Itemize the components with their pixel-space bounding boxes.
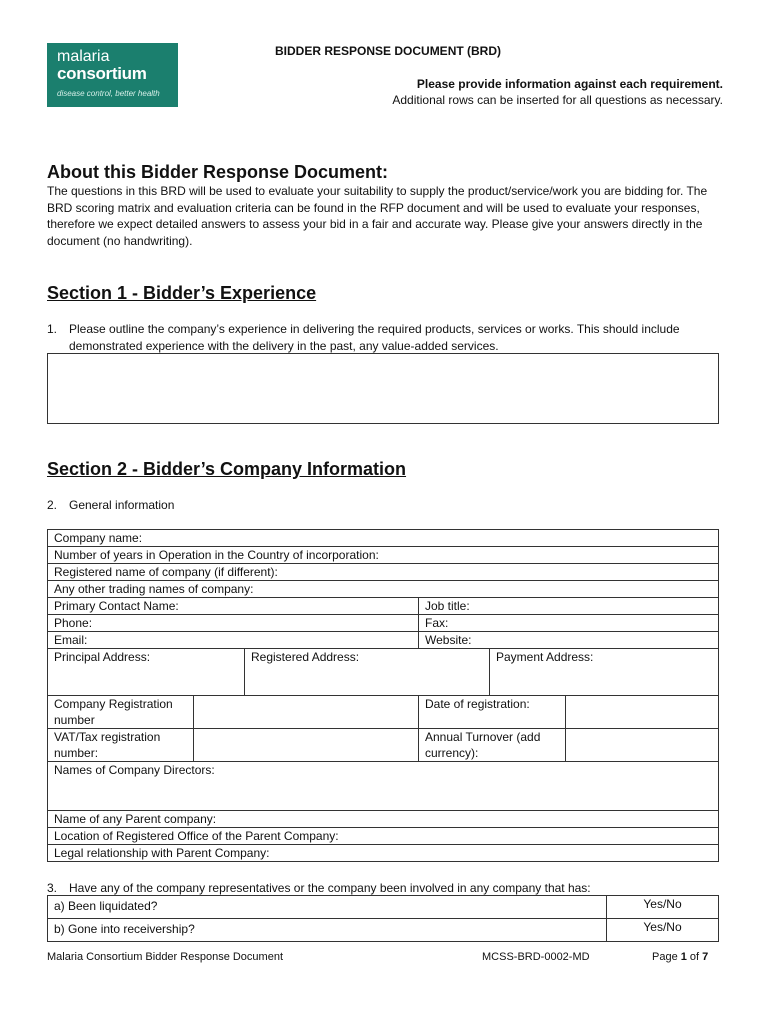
fax-field[interactable]: Fax:	[419, 615, 719, 632]
table-row	[48, 632, 719, 649]
table-row	[48, 729, 719, 762]
page-current: 1	[680, 951, 687, 963]
footer-page-number	[652, 951, 708, 963]
principal-address-field[interactable]: Principal Address:	[48, 649, 245, 696]
table-row	[48, 564, 719, 581]
registration-date-label: Date of registration:	[419, 696, 566, 729]
table-row	[48, 615, 719, 632]
job-title-field[interactable]: Job title:	[419, 598, 719, 615]
section1-heading: Section 1 - Bidder’s Experience	[47, 283, 317, 303]
page-total: 7	[702, 951, 709, 963]
annual-turnover-input[interactable]	[566, 729, 719, 762]
table-row	[48, 896, 719, 919]
table-row	[48, 530, 719, 547]
table-row	[48, 649, 719, 696]
table-row	[48, 811, 719, 828]
about-heading: About this Bidder Response Document:	[47, 162, 389, 182]
section2-heading: Section 2 - Bidder’s Company Information	[47, 459, 407, 479]
question-2	[47, 497, 717, 514]
receivership-label: b) Gone into receivership?	[48, 919, 607, 942]
directors-field[interactable]: Names of Company Directors:	[48, 762, 719, 811]
question-2-text: General information	[69, 498, 175, 512]
company-name-field[interactable]: Company name:	[48, 530, 719, 547]
phone-field[interactable]: Phone:	[48, 615, 419, 632]
general-information-table	[47, 529, 719, 862]
document-title: BIDDER RESPONSE DOCUMENT (BRD)	[275, 44, 502, 58]
footer-document-name: Malaria Consortium Bidder Response Document	[47, 951, 283, 963]
parent-office-field[interactable]: Location of Registered Office of the Parent Company:	[48, 828, 719, 845]
table-row	[48, 845, 719, 862]
years-operation-field[interactable]: Number of years in Operation in the Country of incorporation:	[48, 547, 719, 564]
vat-number-label: VAT/Tax registration number:	[48, 729, 194, 762]
table-row	[48, 696, 719, 729]
vat-number-input[interactable]	[194, 729, 419, 762]
table-row	[48, 919, 719, 942]
about-body: The questions in this BRD will be used to evaluate your suitability to supply the product/service/work you are bidding for. The BRD scoring matrix and evaluation criteria can be found in the RFP document and will be used to evaluate your responses, therefore we expect detailed answers to assess your bid in a fair and accurate way. Please give your answers directly in the document (no handwriting).	[47, 184, 708, 248]
question-2-number: 2.	[47, 498, 58, 512]
website-field[interactable]: Website:	[419, 632, 719, 649]
question-1	[47, 321, 717, 354]
primary-contact-field[interactable]: Primary Contact Name:	[48, 598, 419, 615]
email-field[interactable]: Email:	[48, 632, 419, 649]
liquidated-label: a) Been liquidated?	[48, 896, 607, 919]
logo-tagline: disease control, better health	[57, 89, 160, 98]
registration-number-input[interactable]	[194, 696, 419, 729]
annual-turnover-label: Annual Turnover (add currency):	[419, 729, 566, 762]
table-row	[48, 598, 719, 615]
malaria-consortium-logo	[47, 43, 178, 107]
table-row	[48, 581, 719, 598]
question-3-text: Have any of the company representatives or the company been involved in any company that has:	[69, 881, 591, 895]
registration-date-input[interactable]	[566, 696, 719, 729]
question-1-number: 1.	[47, 322, 58, 336]
receivership-answer[interactable]: Yes/No	[607, 919, 719, 942]
registration-number-label: Company Registration number	[48, 696, 194, 729]
page-separator: of	[686, 951, 703, 963]
header-request: Please provide information against each requirement.	[416, 77, 723, 91]
trading-names-field[interactable]: Any other trading names of company:	[48, 581, 719, 598]
question-1-text: Please outline the company’s experience in delivering the required products, services or works. This should include demonstrated experience with the delivery in the past, any value-added services.	[69, 322, 680, 353]
parent-company-field[interactable]: Name of any Parent company:	[48, 811, 719, 828]
registered-name-field[interactable]: Registered name of company (if different):	[48, 564, 719, 581]
payment-address-field[interactable]: Payment Address:	[490, 649, 719, 696]
question-3-number: 3.	[47, 881, 58, 895]
logo-line-1: malaria	[57, 48, 110, 65]
registered-address-field[interactable]: Registered Address:	[245, 649, 490, 696]
liquidated-answer[interactable]: Yes/No	[607, 896, 719, 919]
footer-document-code: MCSS-BRD-0002-MD	[482, 951, 590, 963]
table-row	[48, 762, 719, 811]
header-note: Additional rows can be inserted for all questions as necessary.	[392, 93, 723, 107]
legal-relationship-field[interactable]: Legal relationship with Parent Company:	[48, 845, 719, 862]
table-row	[48, 828, 719, 845]
experience-answer-box[interactable]	[47, 353, 719, 424]
logo-line-2: consortium	[57, 64, 147, 83]
table-row	[48, 547, 719, 564]
liquidation-table	[47, 895, 719, 942]
page-prefix: Page	[652, 951, 681, 963]
